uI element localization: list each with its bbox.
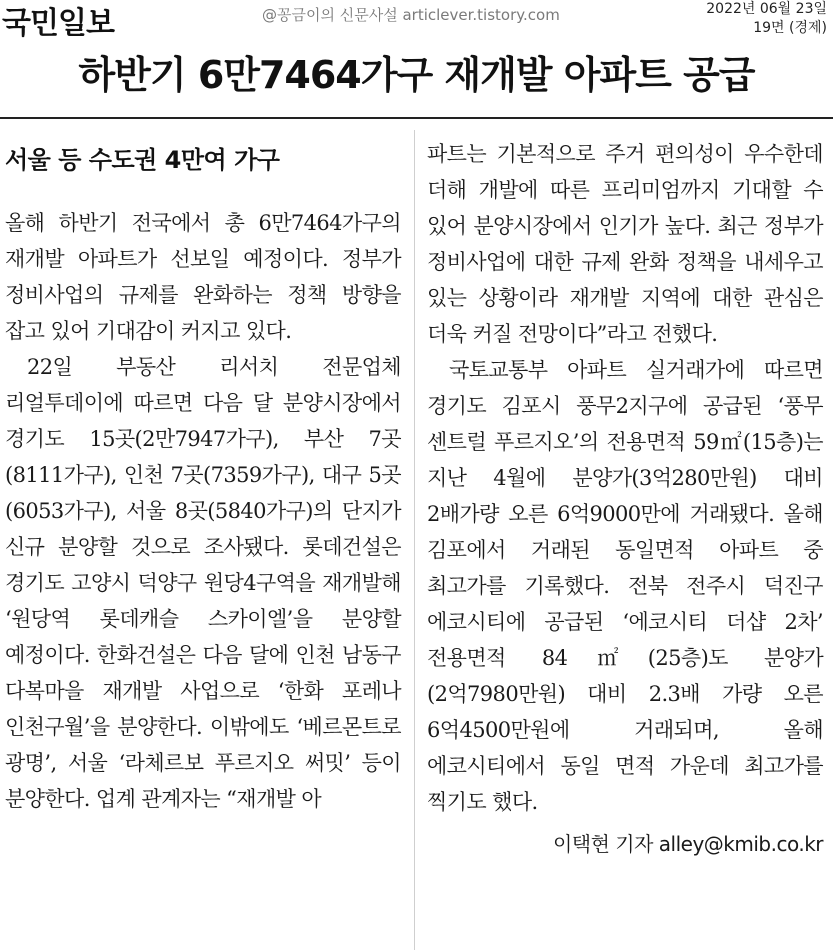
article-paragraph: 22일 부동산 리서치 전문업체 리얼투데이에 따르면 다음 달 분양시장에서 경기도 15곳(2만7947가구), 부산 7곳(8111가구), 인천 7곳(7359가구), 대구 5곳(6053가구), 서울 8곳(5840가구)의 단지가 신규 분양할 것으로 조사됐다. 롯데건설은 경기도 고양시 덕양구 원당4구역을 재개발해 ‘원당역 롯데캐슬 스카이엘’을 분양할 예정이다. 한화건설은 다음 달에 인천 남동구 다복마을 재개발 사업으로 ‘한화 포레나 인천구월’을 분양한다. 이밖에도 ‘베르몬트로 광명’, 서울 ‘라체르보 푸르지오 써밋’ 등이 분양한다. 업계 관계자는 “재개발 아 bbox=[5, 355, 401, 811]
newspaper-logo: 국민일보 bbox=[2, 6, 114, 41]
article-subhead: 서울 등 수도권 4만여 가구 bbox=[5, 146, 280, 174]
article-paragraph: 올해 하반기 전국에서 총 6만7464가구의 재개발 아파트가 선보일 예정이다. 정부가 정비사업의 규제를 완화하는 정책 방향을 잡고 있어 기대감이 커지고 있다. bbox=[5, 211, 401, 343]
column-divider bbox=[414, 130, 415, 950]
masthead bbox=[0, 0, 833, 41]
article-column-left bbox=[5, 136, 401, 817]
page-section: 19면 (경제) bbox=[753, 20, 827, 36]
article-column-right bbox=[427, 136, 823, 862]
article-paragraph: 파트는 기본적으로 주거 편의성이 우수한데 더해 개발에 따른 프리미엄까지 기대할 수 있어 분양시장에서 인기가 높다. 최근 정부가 정비사업에 대한 규제 완화 정책을 내세우고 있는 상황이라 재개발 지역에 대한 관심은 더욱 커질 전망이다”라고 전했다. bbox=[427, 142, 823, 346]
publish-date: 2022년 06월 23일 bbox=[706, 1, 827, 17]
headline: 하반기 6만7464가구 재개발 아파트 공급 bbox=[78, 53, 755, 97]
byline: 이택현 기자 alley@kmib.co.kr bbox=[552, 832, 823, 856]
blog-watermark: @꽁금이의 신문사설 articlever.tistory.com bbox=[262, 6, 560, 24]
dateline bbox=[706, 0, 827, 38]
article-paragraph: 국토교통부 아파트 실거래가에 따르면 경기도 김포시 풍무2지구에 공급된 ‘풍무 센트럴 푸르지오’의 전용면적 59㎡(15층)는 지난 4월에 분양가(3억280만원) 대비 2배가량 오른 6억9000만에 거래됐다. 올해 김포에서 거래된 동일면적 아파트 중 최고가를 기록했다. 전북 전주시 덕진구 에코시티에 공급된 ‘에코시티 더샵 2차’ 전용면적 84㎡(25층)도 분양가(2억7980만원) 대비 2.3배 가량 오른 6억4500만원에 거래되며, 올해 에코시티에서 동일 면적 가운데 최고가를 찍기도 했다. bbox=[427, 358, 823, 814]
headline-rule bbox=[0, 117, 833, 119]
